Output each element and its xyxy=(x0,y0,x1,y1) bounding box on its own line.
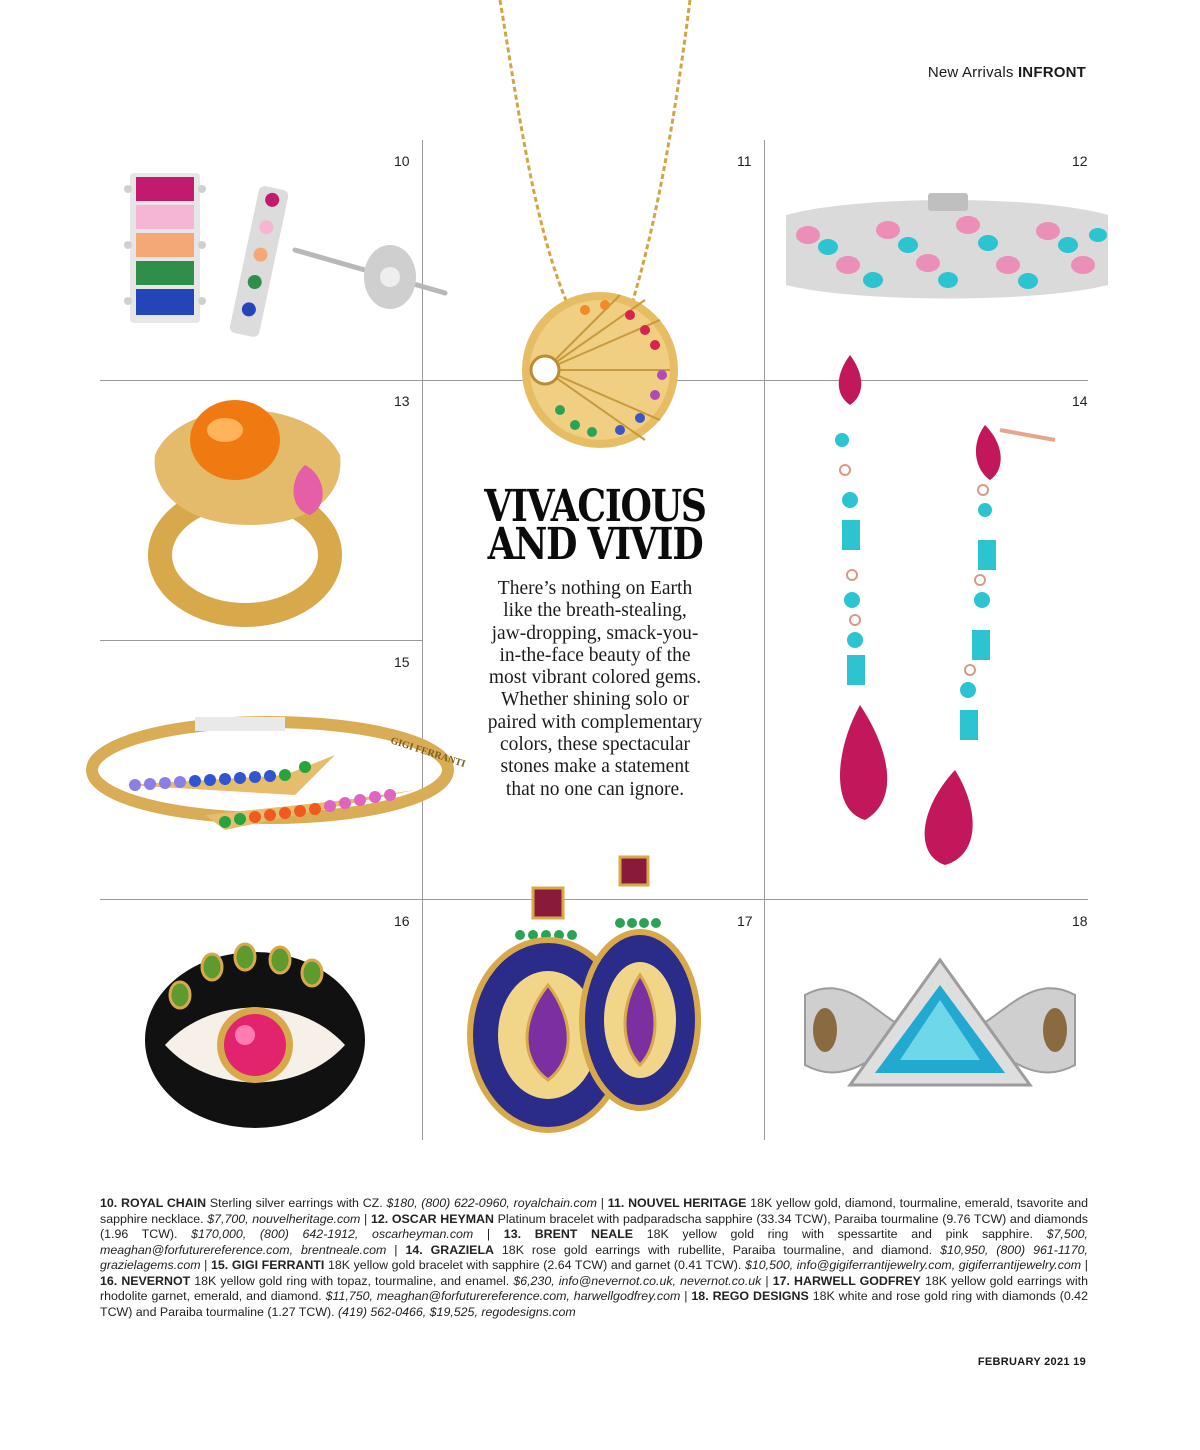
page-number: 19 xyxy=(1073,1356,1086,1368)
intro-line: most vibrant colored gems. xyxy=(488,667,702,689)
credit-description: Platinum bracelet with padparadscha sapphire (33.34 TCW), Paraiba tourmaline (9.76 TCW) and diamonds (1.96 TCW). xyxy=(100,1211,1088,1241)
bracelet-image-12 xyxy=(778,185,1114,315)
credit-number: 18. xyxy=(691,1289,709,1303)
article-headline xyxy=(468,481,722,570)
intro-line: paired with complementary xyxy=(487,711,703,733)
item-number-10: 10 xyxy=(394,153,410,169)
credit-contact: $7,700, nouvelheritage.com xyxy=(207,1211,361,1226)
item-number-13: 13 xyxy=(394,393,410,409)
credit-contact: $7,500, meaghan@forfuturereference.com, brentneale.com xyxy=(100,1227,1088,1257)
credit-number: 12. xyxy=(370,1211,389,1226)
credit-brand: ROYAL CHAIN xyxy=(121,1196,207,1210)
earrings-image-10 xyxy=(110,165,460,365)
running-head xyxy=(928,64,1086,81)
item-number-14: 14 xyxy=(1072,393,1088,409)
credit-number: 16. xyxy=(100,1273,118,1288)
ring-image-18 xyxy=(800,955,1080,1115)
credit-brand: NEVERNOT xyxy=(121,1273,191,1288)
item-number-18: 18 xyxy=(1072,913,1088,929)
page-folio xyxy=(978,1356,1086,1368)
intro-line: like the breath-stealing, xyxy=(503,600,687,622)
credit-description: 18K yellow gold ring with topaz, tourmaline, and enamel. xyxy=(194,1273,510,1288)
intro-line: that no one can ignore. xyxy=(505,778,685,800)
credit-contact: $10,500, info@gigiferrantijewelry.com, gigiferrantijewelry.com xyxy=(744,1258,1082,1272)
intro-line: colors, these spectacular xyxy=(499,734,691,756)
credit-contact: $11,750, meaghan@forfuturereference.com, harwellgodfrey.com xyxy=(325,1289,681,1303)
credit-number: 17. xyxy=(772,1273,790,1288)
necklace-image-11 xyxy=(480,0,720,470)
credit-number: 13. xyxy=(503,1227,522,1241)
section-name: New Arrivals xyxy=(927,64,1014,81)
bracelet-image-15 xyxy=(85,705,467,845)
credit-contact: $180, (800) 622-0960, royalchain.com xyxy=(386,1196,597,1210)
intro-line: jaw-dropping, smack-you- xyxy=(491,622,699,644)
credit-description: 18K rose gold earrings with rubellite, Paraiba tourmaline, and diamond. xyxy=(501,1242,933,1257)
credit-brand: NOUVEL HERITAGE xyxy=(628,1196,747,1210)
grid-rule xyxy=(764,140,765,1140)
credit-contact: $10,950, (800) 961-1170, grazielagems.com xyxy=(100,1242,1088,1272)
credit-number: 11. xyxy=(607,1196,625,1210)
ring-image-16 xyxy=(140,945,370,1135)
item-number-11: 11 xyxy=(737,153,752,169)
issue-date: FEBRUARY 2021 xyxy=(977,1356,1070,1368)
credit-description: Sterling silver earrings with CZ. xyxy=(209,1196,383,1210)
credit-brand: GIGI FERRANTI xyxy=(231,1258,325,1272)
earrings-image-17 xyxy=(460,855,710,1135)
intro-line: stones make a statement xyxy=(500,756,690,778)
intro-line: Whether shining solo or xyxy=(501,689,689,711)
credit-brand: HARWELL GODFREY xyxy=(794,1273,921,1288)
credit-brand: OSCAR HEYMAN xyxy=(391,1211,494,1226)
earrings-image-14 xyxy=(800,350,1070,880)
credit-contact: (419) 562-0466, $19,525, regodesigns.com xyxy=(338,1304,576,1319)
credit-number: 14. xyxy=(405,1242,423,1257)
credit-number: 15. xyxy=(211,1258,229,1272)
credit-number: 10. xyxy=(100,1196,118,1210)
item-number-17: 17 xyxy=(737,913,753,929)
item-number-12: 12 xyxy=(1072,153,1088,169)
headline-line-1: VIVACIOUS xyxy=(484,481,706,532)
item-number-15: 15 xyxy=(394,654,410,670)
credit-description: 18K yellow gold, diamond, tourmaline, emerald, tsavorite and sapphire necklace. xyxy=(100,1196,1088,1226)
bracelet-engraving: GIGI FERRANTI xyxy=(389,735,467,770)
credit-description: 18K white and rose gold ring with diamonds (0.42 TCW) and Paraiba tourmaline (1.27 TCW). xyxy=(100,1289,1088,1319)
intro-line: There’s nothing on Earth xyxy=(497,578,693,599)
credit-contact: $6,230, info@nevernot.co.uk, nevernot.co.uk xyxy=(513,1273,762,1288)
credit-description: 18K yellow gold earrings with rhodolite garnet, emerald, and diamond. xyxy=(100,1273,1088,1303)
credit-description: 18K yellow gold ring with spessartite and pink sapphire. xyxy=(646,1227,1033,1241)
intro-line: in-the-face beauty of the xyxy=(499,644,691,666)
intro-paragraph xyxy=(470,578,720,801)
credit-brand: GRAZIELA xyxy=(430,1242,494,1257)
credit-brand: REGO DESIGNS xyxy=(712,1289,809,1303)
credit-description: 18K yellow gold bracelet with sapphire (2.64 TCW) and garnet (0.41 TCW). xyxy=(327,1258,742,1272)
headline-line-2: AND VIVID xyxy=(487,519,703,570)
credit-brand: BRENT NEALE xyxy=(534,1227,634,1241)
credit-contact: $170,000, (800) 642-1912, oscarheyman.com xyxy=(191,1227,474,1241)
brand-name: INFRONT xyxy=(1017,64,1086,81)
item-number-16: 16 xyxy=(394,913,410,929)
product-credits: 10. ROYAL CHAIN Sterling silver earrings with CZ. $180, (800) 622-0960, royalchain.com | 11. NOUVEL HERITAGE 18K yellow gold, diamond, tourmaline, emerald, tsavorite and sapphire necklace. $7,700, nouvelheritage.com | 12. OSCAR HEYMAN Platinum bracelet with padparadscha sapphire (33.34 TCW), Paraiba tourmaline (9.76 TCW) and diamonds (1.96 TCW). $170,000, (800) 642-1912, oscarheyman.com | 13. BRENT NEALE 18K yellow gold ring with spessartite and pink sapphire. $7,500, meaghan@forfuturereference.com, brentneale.com | 14. GRAZIELA 18K rose gold earrings with rubellite, Paraiba tourmaline, and diamond. $10,950, (800) 961-1170, grazielagems.com | 15. GIGI FERRANTI 18K yellow gold bracelet with sapphire (2.64 TCW) and garnet (0.41 TCW). $10,500, info@gigiferrantijewelry.com, gigiferrantijewelry.com | 16. NEVERNOT 18K yellow gold ring with topaz, tourmaline, and enamel. $6,230, info@nevernot.co.uk, nevernot.co.uk | 17. HARWELL GODFREY 18K yellow gold earrings with rhodolite garnet, emerald, and diamond. $11,750, meaghan@forfuturereference.com, harwellgodfrey.com | 18. REGO DESIGNS 18K white and rose gold ring with diamonds (0.42 TCW) and Paraiba tourmaline (1.27 TCW). (419) 562-0466, $19,525, regodesigns.com xyxy=(100,1196,1088,1319)
ring-image-13 xyxy=(140,385,360,635)
grid-rule xyxy=(100,640,422,641)
